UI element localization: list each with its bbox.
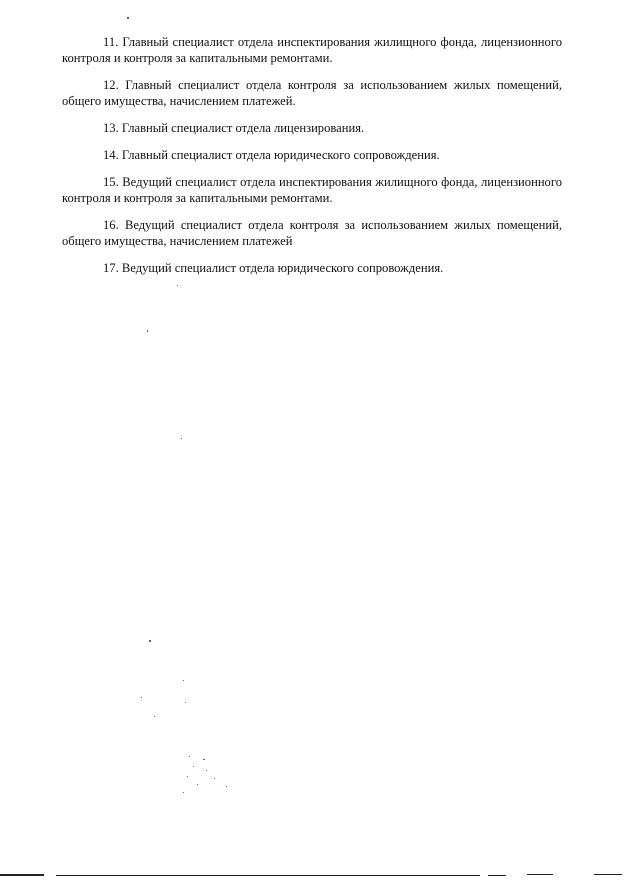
item-text: Ведущий специалист отдела юридического сопровождения. bbox=[121, 261, 444, 275]
scan-speck bbox=[185, 702, 186, 703]
item-number: 14. bbox=[103, 148, 119, 162]
item-number: 16. bbox=[103, 218, 119, 232]
item-text: Ведущий специалист отдела контроля за использованием жилых помещений, общего имущества, начислением платежей bbox=[62, 218, 562, 248]
list-item bbox=[62, 34, 562, 66]
scan-speck bbox=[226, 786, 227, 787]
list-item bbox=[62, 77, 562, 109]
list-item bbox=[62, 217, 562, 249]
item-text: Главный специалист отдела инспектирования жилищного фонда, лицензионного контроля и контроля за капитальными ремонтами. bbox=[62, 35, 562, 65]
item-number: 11. bbox=[103, 35, 119, 49]
scan-speck bbox=[214, 778, 215, 779]
item-text: Ведущий специалист отдела инспектирования жилищного фонда, лицензионного контроля и контроля за капитальными ремонтами. bbox=[62, 175, 562, 205]
scan-speck bbox=[197, 784, 198, 785]
scan-speck bbox=[141, 697, 142, 698]
scan-speck bbox=[206, 770, 207, 771]
scan-speck bbox=[187, 776, 188, 777]
scan-speck bbox=[183, 792, 184, 793]
scan-speck bbox=[127, 17, 129, 19]
scan-speck bbox=[147, 330, 148, 332]
item-number: 13. bbox=[103, 121, 119, 135]
scan-edge-line bbox=[527, 874, 553, 875]
scan-speck bbox=[181, 438, 182, 439]
list-item bbox=[62, 174, 562, 206]
list-item bbox=[62, 260, 562, 276]
scan-speck bbox=[189, 756, 190, 757]
position-list bbox=[62, 34, 562, 287]
scan-speck bbox=[154, 716, 155, 717]
scan-edge-line bbox=[488, 875, 506, 876]
item-text: Главный специалист отдела юридического сопровождения. bbox=[121, 148, 440, 162]
scan-edge-line bbox=[56, 875, 480, 876]
scan-speck bbox=[177, 285, 178, 286]
scan-speck bbox=[149, 640, 151, 642]
scan-speck bbox=[183, 680, 184, 681]
scan-edge-line bbox=[0, 874, 44, 876]
list-item bbox=[62, 120, 562, 136]
list-item bbox=[62, 147, 562, 163]
scan-edge-line bbox=[594, 874, 622, 875]
item-number: 15. bbox=[103, 175, 119, 189]
item-number: 12. bbox=[103, 78, 119, 92]
item-text: Главный специалист отдела контроля за использованием жилых помещений, общего имущества, начислением платежей. bbox=[62, 78, 562, 108]
item-text: Главный специалист отдела лицензирования. bbox=[121, 121, 365, 135]
scan-speck bbox=[203, 759, 205, 760]
scan-speck bbox=[193, 766, 194, 767]
item-number: 17. bbox=[103, 261, 119, 275]
